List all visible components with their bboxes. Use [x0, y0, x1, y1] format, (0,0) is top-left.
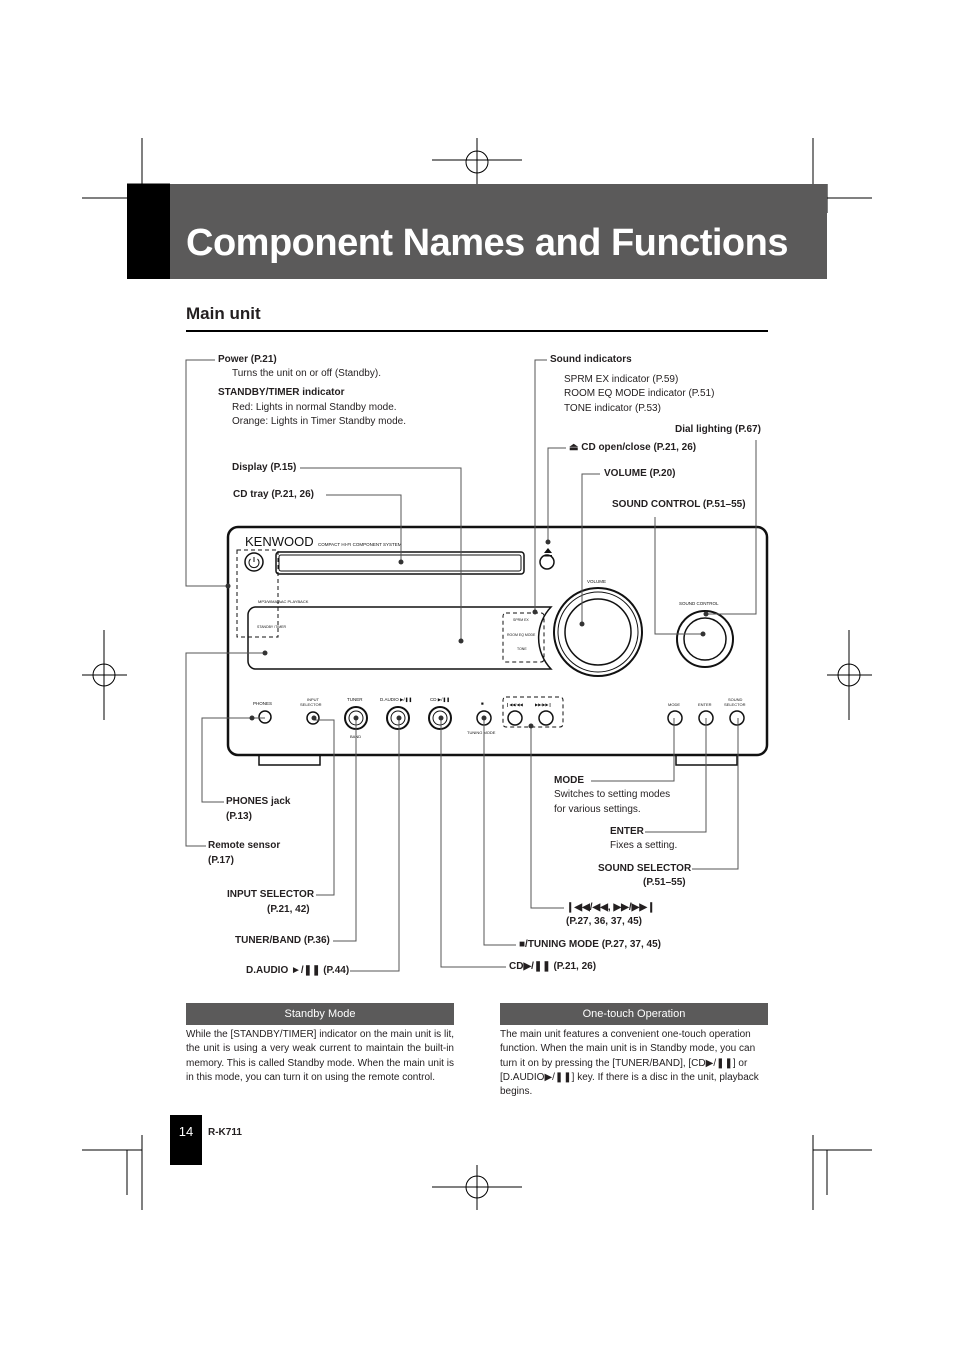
skip-back-label: ❙◀◀/◀◀ [506, 702, 523, 707]
enter-label: ENTER [698, 702, 712, 707]
callout-power: Power (P.21) [218, 354, 277, 365]
one-touch-heading: One-touch Operation [500, 1003, 768, 1025]
callout-input: INPUT SELECTOR [227, 889, 315, 900]
callout-sound-selector-page: (P.51–55) [643, 877, 686, 888]
ss-label: SOUND [728, 697, 743, 702]
tuning-mode-label: TUNING MODE [467, 730, 496, 735]
callout-dial-lighting: Dial lighting (P.67) [675, 424, 761, 435]
callout-skip-page: (P.27, 36, 37, 45) [566, 916, 642, 927]
model-text: COMPACT HI-FI COMPONENT SYSTEM [318, 542, 402, 547]
callout-mode: MODE [554, 775, 584, 786]
callout-enter: ENTER [610, 826, 644, 837]
callout-display: Display (P.15) [232, 462, 297, 473]
callout-sound-indicators: Sound indicators [550, 354, 632, 365]
callout-daudio: D.AUDIO ►/❚❚ (P.44) [246, 965, 350, 976]
callout-tuning-mode: ■/TUNING MODE (P.27, 37, 45) [519, 939, 662, 950]
playback-text: MP3/WMA/AAC PLAYBACK [258, 599, 309, 604]
mode-label: MODE [668, 702, 680, 707]
callout-tone: TONE indicator (P.53) [564, 403, 661, 414]
callout-standby-red: Red: Lights in normal Standby mode. [232, 402, 397, 413]
one-touch-body: The main unit features a convenient one-touch operation function. When the main unit is in Standby mode, you can turn it on by pressing the [TUNER/BAND], [CD▶/❚❚] or [D.AUDIO▶/❚❚] key. If there is a disc in the unit, playback begins. [500, 1029, 759, 1098]
tuner-label: TUNER [347, 697, 363, 702]
callout-mode-desc-2: for various settings. [554, 804, 641, 815]
roomeq-label: ROOM EQ MODE [507, 633, 536, 637]
cd-label: CD ▶/❚❚ [430, 697, 451, 702]
tone-label: TONE [517, 647, 527, 651]
standby-mode-heading: Standby Mode [186, 1003, 454, 1025]
callout-standby: STANDBY/TIMER indicator [218, 387, 345, 398]
callout-cd-tray: CD tray (P.21, 26) [233, 489, 314, 500]
callout-skip: ❙◀◀/◀◀, ▶▶/▶▶❙ [566, 902, 656, 913]
callout-enter-desc: Fixes a setting. [610, 840, 678, 851]
device-body [228, 527, 767, 765]
callout-mode-desc-1: Switches to setting modes [554, 789, 671, 800]
stop-label: ■ [481, 701, 484, 706]
skip-fwd-label: ▶▶/▶▶❙ [535, 702, 552, 707]
callout-phones: PHONES jack [226, 796, 291, 807]
ss-label-2: SELECTOR [724, 702, 746, 707]
callout-remote-page: (P.17) [208, 855, 234, 866]
page-title: Component Names and Functions [186, 222, 788, 264]
callout-cd: CD▶/❚❚ (P.21, 26) [509, 961, 597, 972]
brand-logo: KENWOOD [245, 534, 314, 549]
standby-mode-body: While the [STANDBY/TIMER] indicator on the main unit is lit, the unit is using a very weak current to maintain the built-in memory. This is called Standby mode. When the main unit is in this mode, you can turn it on using the remote control. [186, 1029, 454, 1083]
callout-standby-orange: Orange: Lights in Timer Standby mode. [232, 416, 406, 427]
sound-control-label: SOUND CONTROL [679, 601, 719, 606]
volume-label: VOLUME [587, 579, 607, 584]
callout-input-page: (P.21, 42) [267, 904, 310, 915]
callout-power-desc: Turns the unit on or off (Standby). [232, 368, 381, 379]
model-number: R-K711 [208, 1127, 242, 1138]
callout-phones-page: (P.13) [226, 811, 252, 822]
phones-label: PHONES [253, 701, 273, 706]
page-number: 14 [170, 1115, 202, 1165]
callout-sprm: SPRM EX indicator (P.59) [564, 374, 679, 385]
callout-remote: Remote sensor [208, 840, 281, 851]
callout-sound-control: SOUND CONTROL (P.51–55) [612, 499, 746, 510]
standby-label: STANDBY /TIMER [257, 625, 287, 629]
callout-roomeq: ROOM EQ MODE indicator (P.51) [564, 388, 715, 399]
input-label: INPUT [307, 697, 319, 702]
daudio-label: D.AUDIO ▶/❚❚ [380, 697, 413, 702]
section-heading: Main unit [186, 304, 261, 323]
callout-cd-open: ⏏ CD open/close (P.21, 26) [569, 442, 697, 453]
band-label: BAND [350, 734, 362, 739]
callout-sound-selector: SOUND SELECTOR [598, 863, 692, 874]
sprm-label: SPRM EX [513, 618, 529, 622]
callout-volume: VOLUME (P.20) [604, 468, 676, 479]
callout-tuner: TUNER/BAND (P.36) [235, 935, 330, 946]
input-label-2: SELECTOR [300, 702, 322, 707]
